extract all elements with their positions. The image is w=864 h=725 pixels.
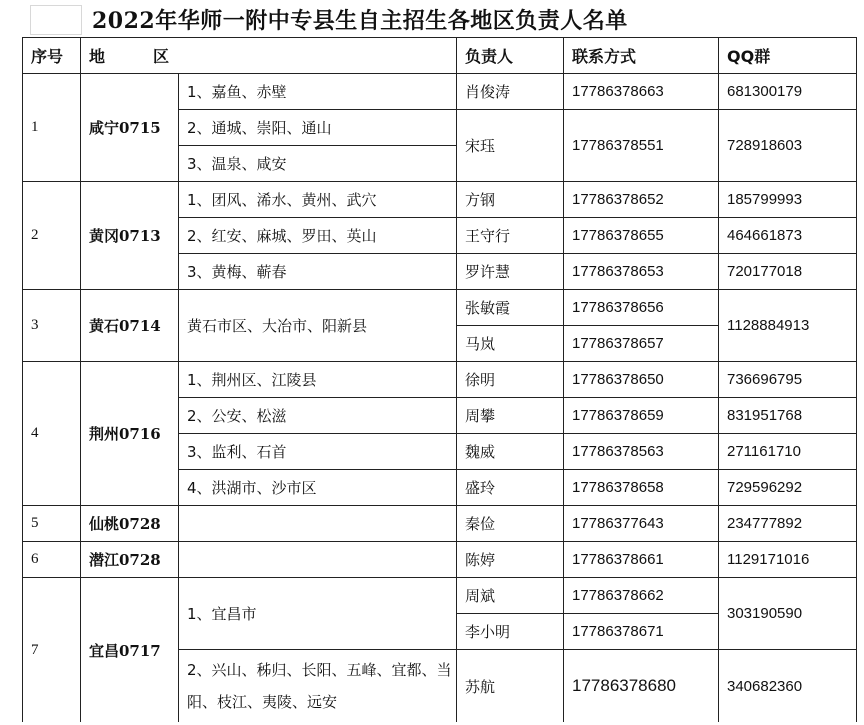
qq-cell: 271161710 <box>719 434 857 470</box>
phone-cell: 17786378680 <box>564 650 719 723</box>
region-name: 黄冈0713 <box>81 182 179 290</box>
person-cell: 徐明 <box>457 362 564 398</box>
person-cell: 罗许慧 <box>457 254 564 290</box>
person-cell: 马岚 <box>457 326 564 362</box>
table-row <box>23 362 857 398</box>
qq-cell: 185799993 <box>719 182 857 218</box>
region-name: 潜江0728 <box>81 542 179 578</box>
phone-cell: 17786378671 <box>564 614 719 650</box>
contact-table <box>22 37 857 722</box>
area-cell-empty <box>179 506 457 542</box>
table-row <box>23 542 857 578</box>
phone-cell: 17786378659 <box>564 398 719 434</box>
person-cell: 陈婷 <box>457 542 564 578</box>
phone-cell: 17786378658 <box>564 470 719 506</box>
table-row <box>23 74 857 110</box>
table-header-row <box>23 38 857 74</box>
qq-cell: 728918603 <box>719 110 857 182</box>
area-cell: 黄石市区、大冶市、阳新县 <box>179 290 457 362</box>
area-cell: 2、公安、松滋 <box>179 398 457 434</box>
header-person: 负责人 <box>457 38 564 74</box>
area-cell-empty <box>179 542 457 578</box>
phone-cell: 17786378653 <box>564 254 719 290</box>
area-cell: 3、温泉、咸安 <box>179 146 457 182</box>
table-row <box>23 578 857 614</box>
page-title: 2022年华师一附中专县生自主招生各地区负责人名单 <box>92 8 628 34</box>
region-name: 仙桃0728 <box>81 506 179 542</box>
phone-cell: 17786378652 <box>564 182 719 218</box>
qq-cell: 234777892 <box>719 506 857 542</box>
header-contact: 联系方式 <box>564 38 719 74</box>
area-cell: 4、洪湖市、沙市区 <box>179 470 457 506</box>
table-row <box>23 506 857 542</box>
person-cell: 魏威 <box>457 434 564 470</box>
phone-cell: 17786378551 <box>564 110 719 182</box>
phone-cell: 17786378655 <box>564 218 719 254</box>
row-number: 3 <box>23 290 81 362</box>
person-cell: 方钢 <box>457 182 564 218</box>
person-cell: 盛玲 <box>457 470 564 506</box>
region-name: 咸宁0715 <box>81 74 179 182</box>
phone-cell: 17786377643 <box>564 506 719 542</box>
person-cell: 秦俭 <box>457 506 564 542</box>
qq-cell: 720177018 <box>719 254 857 290</box>
area-cell: 2、通城、崇阳、通山 <box>179 110 457 146</box>
phone-cell: 17786378657 <box>564 326 719 362</box>
row-number: 1 <box>23 74 81 182</box>
row-number: 4 <box>23 362 81 506</box>
area-cell: 2、兴山、秭归、长阳、五峰、宜都、当阳、枝江、夷陵、远安 <box>179 650 457 723</box>
qq-cell: 736696795 <box>719 362 857 398</box>
header-no: 序号 <box>23 38 81 74</box>
area-cell: 1、宜昌市 <box>179 578 457 650</box>
person-cell: 张敏霞 <box>457 290 564 326</box>
person-cell: 肖俊涛 <box>457 74 564 110</box>
qq-cell: 1128884913 <box>719 290 857 362</box>
region-name: 宜昌0717 <box>81 578 179 723</box>
header-region: 地 区 <box>81 38 457 74</box>
area-cell: 1、荆州区、江陵县 <box>179 362 457 398</box>
qq-cell: 1129171016 <box>719 542 857 578</box>
phone-cell: 17786378656 <box>564 290 719 326</box>
phone-cell: 17786378650 <box>564 362 719 398</box>
area-cell: 3、黄梅、蕲春 <box>179 254 457 290</box>
area-cell: 2、红安、麻城、罗田、英山 <box>179 218 457 254</box>
row-number: 6 <box>23 542 81 578</box>
area-cell: 1、嘉鱼、赤壁 <box>179 74 457 110</box>
person-cell: 宋珏 <box>457 110 564 182</box>
phone-cell: 17786378661 <box>564 542 719 578</box>
person-cell: 李小明 <box>457 614 564 650</box>
row-number: 5 <box>23 506 81 542</box>
area-cell: 1、团风、浠水、黄州、武穴 <box>179 182 457 218</box>
qq-cell: 464661873 <box>719 218 857 254</box>
table-row <box>23 182 857 218</box>
qq-cell: 303190590 <box>719 578 857 650</box>
person-cell: 周斌 <box>457 578 564 614</box>
qq-cell: 340682360 <box>719 650 857 723</box>
qq-cell: 729596292 <box>719 470 857 506</box>
region-name: 荆州0716 <box>81 362 179 506</box>
region-name: 黄石0714 <box>81 290 179 362</box>
qq-cell: 831951768 <box>719 398 857 434</box>
person-cell: 苏航 <box>457 650 564 723</box>
qq-cell: 681300179 <box>719 74 857 110</box>
table-row <box>23 290 857 326</box>
title-checkbox-frame <box>30 5 82 35</box>
phone-cell: 17786378563 <box>564 434 719 470</box>
area-cell: 3、监利、石首 <box>179 434 457 470</box>
header-qq: QQ群 <box>719 38 857 74</box>
row-number: 7 <box>23 578 81 723</box>
person-cell: 周攀 <box>457 398 564 434</box>
phone-cell: 17786378662 <box>564 578 719 614</box>
phone-cell: 17786378663 <box>564 74 719 110</box>
row-number: 2 <box>23 182 81 290</box>
person-cell: 王守行 <box>457 218 564 254</box>
